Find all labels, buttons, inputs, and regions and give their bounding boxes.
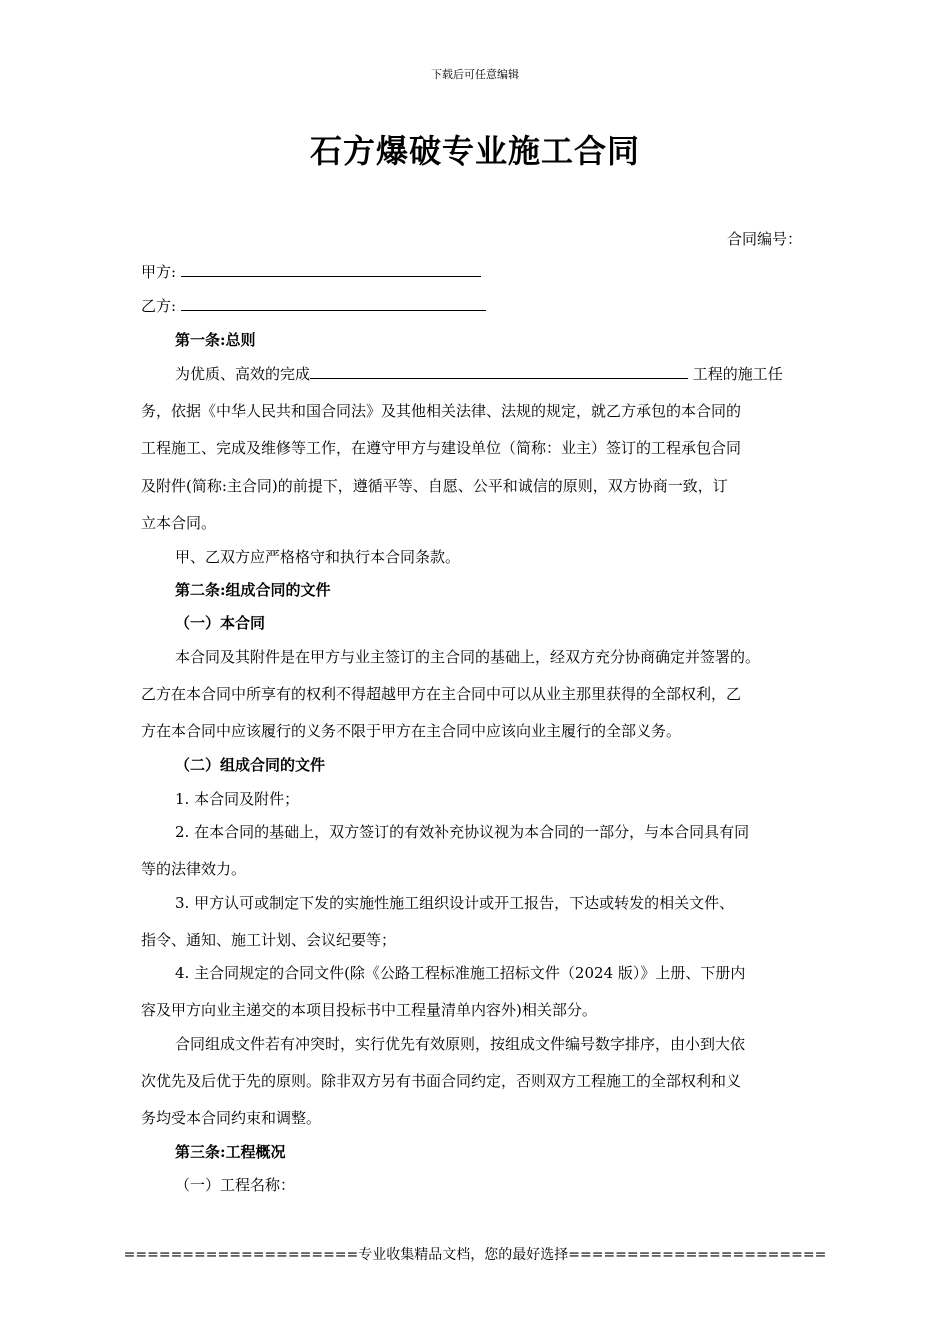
article-2-line: 乙方在本合同中所享有的权利不得超越甲方在主合同中可以从业主那里获得的全部权利，乙 [141,685,742,703]
article-1-paragraph-2: 甲、乙双方应严格格守和执行本合同条款。 [175,548,461,566]
article-2-paragraph-2-cont: 务均受本合同约束和调整。 [141,1109,322,1127]
header-note: 下载后可任意编辑 [431,68,519,81]
article-3-subheading-1: （一）工程名称： [175,1176,296,1194]
article-2-heading: 第二条:组成合同的文件 [175,581,331,599]
article-1-line: 务，依据《中华人民共和国合同法》及其他相关法律、法规的规定，就乙方承包的本合同的 [141,402,742,420]
party-a-row [141,262,481,282]
contract-number-label: 合同编号： [727,230,803,248]
article-1-line [175,364,783,384]
list-item-2: 2. 在本合同的基础上，双方签订的有效补充协议视为本合同的一部分，与本合同具有同 [175,823,750,841]
article-1-heading: 第一条:总则 [175,331,256,349]
article-2-line: 本合同及其附件是在甲方与业主签订的主合同的基础上，经双方充分协商确定并签署的。 [175,648,761,666]
article-1-line: 立本合同。 [141,514,217,532]
article-2-subheading-2: （二）组成合同的文件 [175,756,326,774]
list-item-4-cont: 容及甲方向业主递交的本项目投标书中工程量清单内容外)相关部分。 [141,1001,597,1019]
party-b-blank [181,296,486,311]
article-1-text-b: 工程的施工任 [692,365,783,383]
article-2-paragraph-2: 合同组成文件若有冲突时，实行优先有效原则，按组成文件编号数字排序，由小到大依 [175,1035,746,1053]
article-2-paragraph-2-cont: 次优先及后优于先的原则。除非双方另有书面合同约定，否则双方工程施工的全部权利和义 [141,1072,742,1090]
party-a-blank [181,262,481,277]
article-3-heading: 第三条:工程概况 [175,1143,286,1161]
party-a-label: 甲方: [141,263,177,281]
footer-banner: ====================专业收集精品文档，您的最好选择====================== [123,1247,827,1263]
article-2-line: 方在本合同中应该履行的义务不限于甲方在主合同中应该向业主履行的全部义务。 [141,722,682,740]
party-b-label: 乙方: [141,297,177,315]
project-name-blank [310,364,688,379]
article-1-line: 及附件(简称:主合同)的前提下，遵循平等、自愿、公平和诚信的原则，双方协商一致，订 [141,477,728,495]
list-item-3-cont: 指令、通知、施工计划、会议纪要等； [141,931,397,949]
list-item-4: 4. 主合同规定的合同文件(除《公路工程标准施工招标文件（2024 版）》上册、下册内 [175,964,746,982]
document-title: 石方爆破专业施工合同 [309,132,640,170]
list-item-2-cont: 等的法律效力。 [141,860,247,878]
party-b-row [141,296,486,316]
list-item-1: 1. 本合同及附件； [175,790,300,808]
article-1-line: 工程施工、完成及维修等工作，在遵守甲方与建设单位（简称：业主）签订的工程承包合同 [141,439,742,457]
article-2-subheading-1: （一）本合同 [175,614,266,632]
article-1-text-a: 为优质、高效的完成 [175,365,311,383]
list-item-3: 3. 甲方认可或制定下发的实施性施工组织设计或开工报告，下达或转发的相关文件、 [175,894,735,912]
